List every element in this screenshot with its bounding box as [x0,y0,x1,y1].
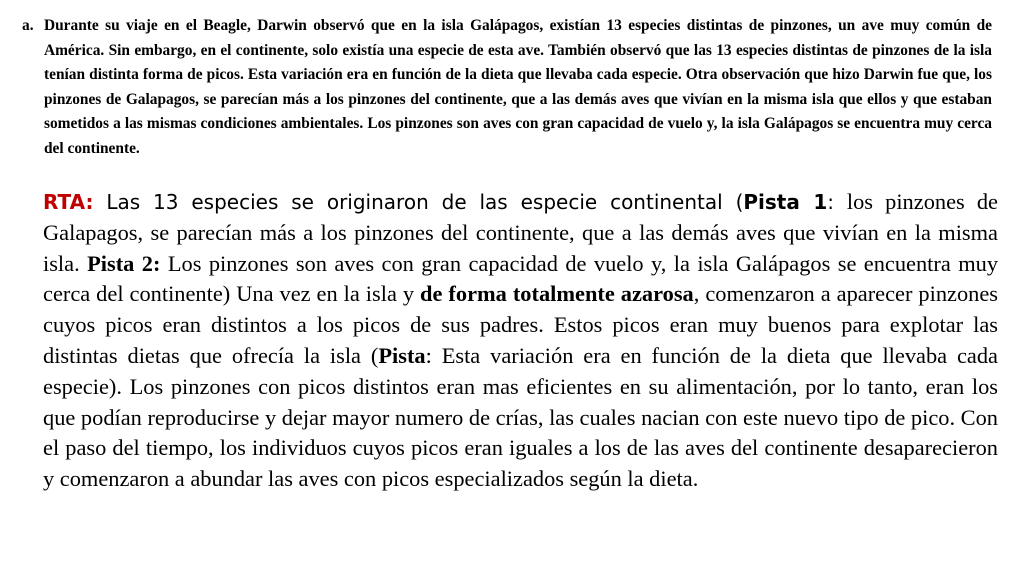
pista-1-text: los pinzones de Galapagos, se parecían más a los pinzones del continente, que a las demás aves que vivían en la misma isla. [43,189,998,276]
pista-1-colon: : [827,190,847,214]
answer-intro: Las 13 especies se originaron de las especie continental ( [93,190,744,214]
question-marker: a. [22,17,34,34]
pista-2-label: Pista 2: [87,250,161,276]
emphasis-text: de forma totalmente azarosa [420,281,694,307]
question-paragraph [22,14,992,162]
answer-ending-text: : Esta variación era en función de la dieta que llevaba cada especie). Los pinzones con picos distintos eran mas eficientes en su alimentación, por lo tanto, eran los que podían reproducirse y dejar mayor numero de crías, las cuales nacian con este nuevo tipo de pico. Con el paso del tiempo, los individuos cuyos picos eran iguales a los de las aves del continente desaparecieron y comenzaron a abundar las aves con picos especializados según la dieta. [43,342,999,492]
answer-label: RTA: [43,190,94,214]
pista-3-label: Pista [378,342,426,368]
pista-1-label: Pista 1 [743,190,828,214]
pista-2-text: Los pinzones son aves con gran capacidad de vuelo y, la isla Galápagos se encuentra muy cerca del continente) Una vez en la isla y [43,250,999,307]
answer-paragraph [43,187,998,495]
answer-middle-text: , comenzaron a aparecer pinzones cuyos picos eran distintos a los picos de sus padres. Estos picos eran muy buenos para explotar las distintas dietas que ofrecía la isla ( [43,281,998,368]
question-text: Durante su viaje en el Beagle, Darwin observó que en la isla Galápagos, existían 13 especies distintas de pinzones, un ave muy común de América. Sin embargo, en el continente, solo existía una especie de esta ave. También observó que las 13 especies distintas de pinzones de la isla tenían distinta forma de picos. Esta variación era en función de la dieta que llevaba cada especie. Otra observación que hizo Darwin fue que, los pinzones de Galapagos, se parecían más a los pinzones del continente, que a las demás aves que vivían en la misma isla que ellos y que estaban sometidos a las mismas condiciones ambientales. Los pinzones son aves con gran capacidad de vuelo y, la isla Galápagos se encuentra muy cerca del continente. [44,17,992,157]
